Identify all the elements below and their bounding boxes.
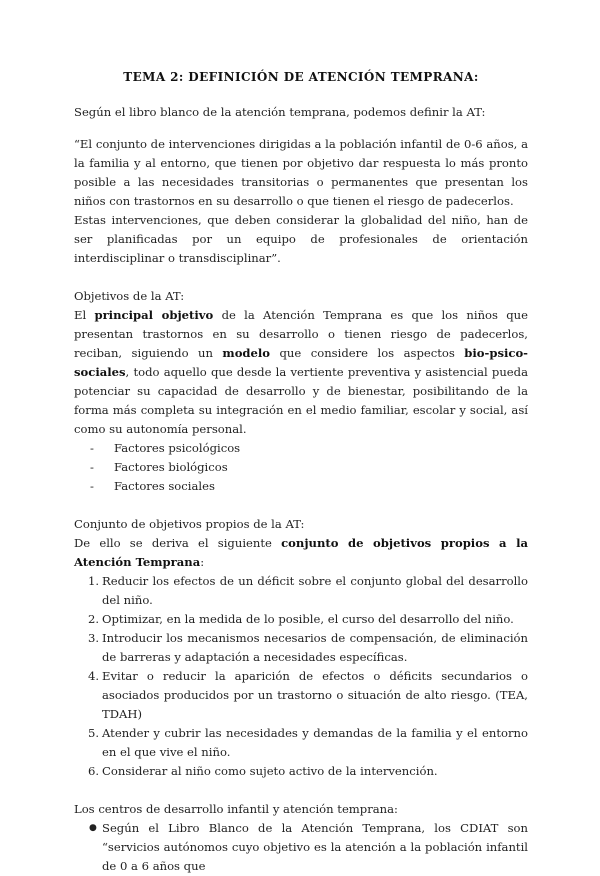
set-lead-text-2: : — [200, 555, 205, 569]
set-lead — [74, 534, 528, 572]
centers-heading: Los centros de desarrollo infantil y atención temprana: — [74, 802, 398, 816]
item-number: 2. — [88, 612, 100, 626]
item-text: Reducir los efectos de un déficit sobre el conjunto global del desarrollo del niño. — [102, 574, 528, 607]
factor-label: Factores psicológicos — [114, 441, 241, 455]
objectives-bold-modelo: modelo — [222, 346, 271, 360]
dash-marker: - — [90, 479, 94, 493]
list-item — [74, 667, 528, 724]
item-number: 4. — [88, 669, 100, 683]
list-item — [74, 724, 528, 762]
set-lead-bold: conjunto de objetivos propios a la Atención Temprana — [74, 536, 528, 569]
factor-label: Factores sociales — [114, 479, 215, 493]
item-text: Optimizar, en la medida de lo posible, el curso del desarrollo del niño. — [102, 612, 514, 626]
objectives-text-4: , todo aquello que desde la vertiente preventiva y asistencial pueda potenciar su capacidad de desarrollo y de bienestar, posibilitando de la forma más completa su integración en el medio familiar, escolar y social, así como su autonomía personal. — [74, 365, 528, 436]
bullet-dot-icon: ● — [89, 823, 97, 833]
item-text: Introducir los mecanismos necesarios de compensación, de eliminación de barreras y adaptación a necesidades específicas. — [102, 631, 528, 664]
objectives-text-2: de la Atención Temprana es que los niños que presentan trastornos en su desarrollo o tienen riesgo de padecerlos, reciban, siguiendo un — [74, 308, 528, 360]
objectives-paragraph — [74, 306, 528, 439]
list-item — [74, 762, 528, 781]
item-text: Evitar o reducir la aparición de efectos o déficits secundarios o asociados producidos por un trastorno o situación de alto riesgo. (TEA, TDAH) — [102, 669, 528, 721]
page-title: TEMA 2: DEFINICIÓN DE ATENCIÓN TEMPRANA: — [123, 70, 479, 84]
item-number: 6. — [88, 764, 100, 778]
list-item — [90, 458, 528, 477]
definition-quote-paragraph-1: “El conjunto de intervenciones dirigidas a la población infantil de 0-6 años, a la familia y al entorno, que tienen por objetivo dar respuesta lo más pronto posible a las necesidades transitorias o permanentes que presentan los niños con trastornos en su desarrollo o que tienen el riesgo de padecerlos. — [74, 137, 528, 208]
factors-list — [74, 439, 528, 496]
objectives-bold-biopsicosocial: bio-psico-sociales — [74, 346, 528, 379]
item-text: Atender y cubrir las necesidades y demandas de la familia y el entorno en el que vive el niño. — [102, 726, 528, 759]
item-number: 5. — [88, 726, 100, 740]
intro-paragraph: Según el libro blanco de la atención temprana, podemos definir la AT: — [74, 105, 486, 119]
document-page — [74, 68, 528, 876]
list-item — [90, 439, 528, 458]
item-text: Según el Libro Blanco de la Atención Temprana, los CDIAT son “servicios autónomos cuyo objetivo es la atención a la población infantil de 0 a 6 años que — [102, 821, 528, 873]
list-item — [74, 629, 528, 667]
dash-marker: - — [90, 441, 94, 455]
objectives-text-3: que considere los aspectos — [270, 346, 465, 360]
item-text: Considerar al niño como sujeto activo de la intervención. — [102, 764, 438, 778]
dash-marker: - — [90, 460, 94, 474]
list-item — [74, 572, 528, 610]
objectives-numbered-list — [74, 572, 528, 781]
list-item — [90, 477, 528, 496]
list-item — [74, 610, 528, 629]
objectives-bold-principal: principal objetivo — [94, 308, 214, 322]
set-lead-text-1: De ello se deriva el siguiente — [74, 536, 282, 550]
objectives-text-1: El — [74, 308, 95, 322]
set-heading: Conjunto de objetivos propios de la AT: — [74, 517, 305, 531]
factor-label: Factores biológicos — [114, 460, 228, 474]
definition-quote-paragraph-2: Estas intervenciones, que deben considerar la globalidad del niño, han de ser planificadas por un equipo de profesionales de orientación interdisciplinar o transdisciplinar”. — [74, 213, 528, 265]
item-number: 1. — [88, 574, 100, 588]
item-number: 3. — [88, 631, 100, 645]
objectives-heading: Objetivos de la AT: — [74, 289, 185, 303]
